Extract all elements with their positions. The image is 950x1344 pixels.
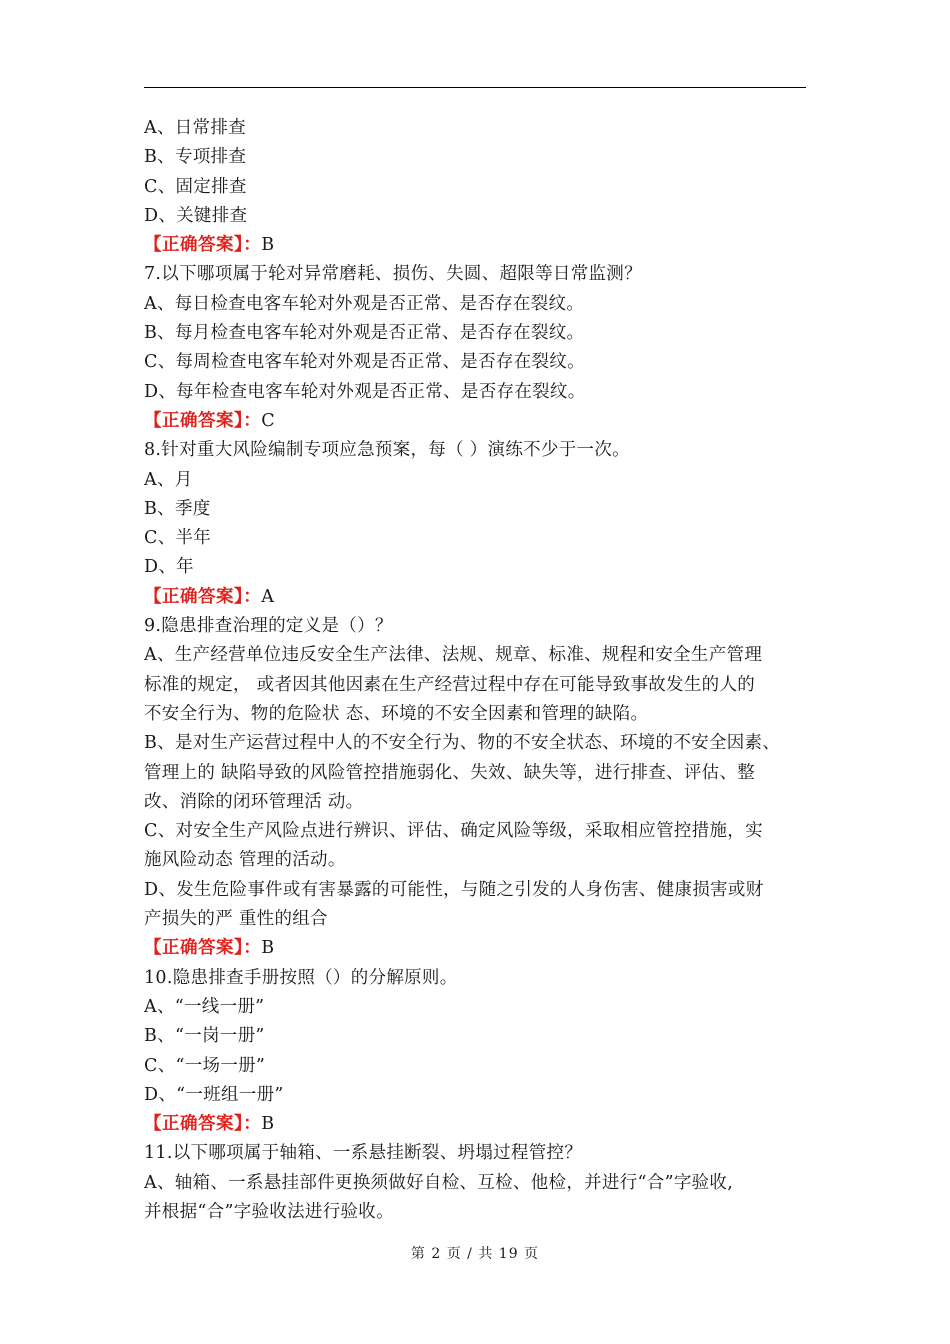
option-text: 改、消除的闭环管理活 动。 <box>144 791 364 812</box>
option-text: D、发生危险事件或有害暴露的可能性，与随之引发的人身伤害、健康损害或财 <box>144 879 764 900</box>
correct-answer-label: 【正确答案】： <box>144 235 262 256</box>
correct-answer-value: B <box>261 235 275 256</box>
option-text: B、是对生产运营过程中人的不安全行为、物的不安全状态、环境的不安全因素、 <box>144 733 781 754</box>
correct-answer-line <box>144 934 816 963</box>
page-footer: 第 2 页 / 共 19 页 <box>410 1246 540 1262</box>
option-text: C、半年 <box>144 528 212 549</box>
option-text: 施风险动态 管理的活动。 <box>144 850 346 871</box>
question-text: 7.以下哪项属于轮对异常磨耗、损伤、失圆、超限等日常监测？ <box>144 264 642 285</box>
question-text: 9.隐患排查治理的定义是（）？ <box>144 616 393 637</box>
option-text: D、关键排查 <box>144 205 248 226</box>
correct-answer-value: C <box>261 410 275 431</box>
correct-answer-label: 【正确答案】： <box>144 1114 262 1135</box>
option-text: A、轴箱、一系悬挂部件更换须做好自检、互检、他检，并进行“合”字验收, <box>144 1172 734 1193</box>
correct-answer-line <box>144 231 816 260</box>
correct-answer-label: 【正确答案】： <box>144 586 262 607</box>
option-text: 并根据“合”字验收法进行验收。 <box>144 1201 394 1222</box>
correct-answer-line <box>144 407 816 436</box>
question-text: 10.隐患排查手册按照（）的分解原则。 <box>144 967 458 988</box>
option-text: 标准的规定， 或者因其他因素在生产经营过程中存在可能导致事故发生的人的 <box>144 674 756 695</box>
option-text: D、“一班组一册” <box>144 1084 284 1105</box>
correct-answer-label: 【正确答案】： <box>144 410 262 431</box>
option-text: A、生产经营单位违反安全生产法律、法规、规章、标准、规程和安全生产管理 <box>144 645 763 666</box>
option-text: C、“一场一册” <box>144 1055 266 1076</box>
option-text: A、日常排查 <box>144 118 246 138</box>
option-text: D、每年检查电客车轮对外观是否正常、是否存在裂纹。 <box>144 381 586 402</box>
option-text: B、专项排查 <box>144 147 247 168</box>
option-text: B、季度 <box>144 498 211 519</box>
document-body <box>144 114 816 1227</box>
question-text: 11.以下哪项属于轴箱、一系悬挂断裂、坍塌过程管控？ <box>144 1143 583 1164</box>
correct-answer-line <box>144 583 816 612</box>
option-text: C、对安全生产风险点进行辨识、评估、确定风险等级，采取相应管控措施，实 <box>144 821 763 842</box>
option-text: B、“一岗一册” <box>144 1026 265 1047</box>
header-rule <box>144 87 806 88</box>
correct-answer-line <box>144 1110 816 1139</box>
option-text: B、每月检查电客车轮对外观是否正常、是否存在裂纹。 <box>144 323 585 344</box>
correct-answer-value: B <box>261 938 275 959</box>
correct-answer-value: B <box>261 1114 275 1135</box>
option-text: 管理上的 缺陷导致的风险管控措施弱化、失效、缺失等，进行排查、评估、整 <box>144 762 756 783</box>
option-text: 产损失的严 重性的组合 <box>144 909 328 930</box>
option-text: C、每周检查电客车轮对外观是否正常、是否存在裂纹。 <box>144 352 585 373</box>
option-text: A、每日检查电客车轮对外观是否正常、是否存在裂纹。 <box>144 293 585 314</box>
option-text: D、年 <box>144 557 194 578</box>
option-text: A、“一线一册” <box>144 996 265 1017</box>
correct-answer-value: A <box>261 586 274 607</box>
option-text: 不安全行为、物的危险状 态、环境的不安全因素和管理的缺陷。 <box>144 703 649 724</box>
option-text: A、月 <box>144 469 193 490</box>
option-text: C、固定排查 <box>144 176 247 197</box>
question-text: 8.针对重大风险编制专项应急预案，每（ ）演练不少于一次。 <box>144 440 630 461</box>
correct-answer-label: 【正确答案】： <box>144 938 262 959</box>
